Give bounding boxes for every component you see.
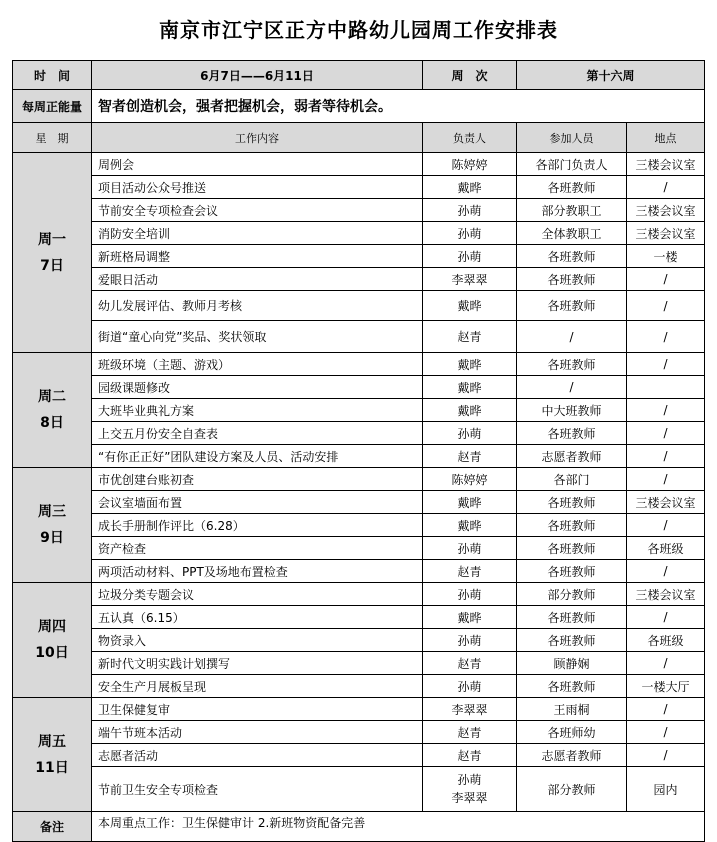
owner: 戴晔 (423, 176, 517, 199)
participants: 部分教师 (517, 767, 627, 812)
location: / (627, 606, 705, 629)
header-row (13, 61, 705, 90)
location: / (627, 176, 705, 199)
day-date: 8日 (40, 415, 64, 431)
participants: 各班教师 (517, 291, 627, 321)
table-row (13, 353, 705, 376)
participants: 各班教师 (517, 422, 627, 445)
work-content: 垃圾分类专题会议 (92, 583, 423, 606)
participants: 各部门负责人 (517, 153, 627, 176)
participants: 志愿者教师 (517, 744, 627, 767)
owner: 赵青 (423, 721, 517, 744)
motto-text: 智者创造机会，强者把握机会，弱者等待机会。 (92, 90, 705, 123)
location: 一楼 (627, 245, 705, 268)
work-content: 项目活动公众号推送 (92, 176, 423, 199)
participants: 各班教师 (517, 176, 627, 199)
participants: 各班教师 (517, 560, 627, 583)
table-row (13, 675, 705, 698)
work-content: 物资录入 (92, 629, 423, 652)
location: / (627, 291, 705, 321)
table-row (13, 376, 705, 399)
participants: / (517, 321, 627, 353)
table-row (13, 560, 705, 583)
owner-name-2: 李翠翠 (451, 791, 488, 805)
location: 三楼会议室 (627, 491, 705, 514)
work-content: 志愿者活动 (92, 744, 423, 767)
location: 一楼大厅 (627, 675, 705, 698)
table-row (13, 698, 705, 721)
notes-label: 备注 (13, 812, 92, 842)
work-content: 新时代文明实践计划撰写 (92, 652, 423, 675)
owner: 孙萌 (423, 537, 517, 560)
work-content: 端午节班本活动 (92, 721, 423, 744)
location: / (627, 353, 705, 376)
location: / (627, 422, 705, 445)
table-row (13, 468, 705, 491)
location (627, 376, 705, 399)
work-content: 班级环境（主题、游戏） (92, 353, 423, 376)
owner: 赵青 (423, 321, 517, 353)
owner: 孙萌 (423, 422, 517, 445)
motto-label: 每周正能量 (13, 90, 92, 123)
location: 三楼会议室 (627, 199, 705, 222)
col-location: 地点 (627, 123, 705, 153)
owner: 赵青 (423, 652, 517, 675)
work-content: 卫生保健复审 (92, 698, 423, 721)
owner: 戴晔 (423, 291, 517, 321)
location: / (627, 721, 705, 744)
location: / (627, 268, 705, 291)
owner: 陈婷婷 (423, 153, 517, 176)
participants: 各部门 (517, 468, 627, 491)
work-content: 新班格局调整 (92, 245, 423, 268)
table-row (13, 606, 705, 629)
day-cell (13, 698, 92, 812)
owner: 赵青 (423, 744, 517, 767)
table-row (13, 537, 705, 560)
table-row (13, 422, 705, 445)
location: / (627, 744, 705, 767)
participants: / (517, 376, 627, 399)
location: 三楼会议室 (627, 583, 705, 606)
work-content: 两项活动材料、PPT及场地布置检查 (92, 560, 423, 583)
work-content: 幼儿发展评估、教师月考核 (92, 291, 423, 321)
owner: 赵青 (423, 560, 517, 583)
day-name: 周二 (38, 389, 66, 405)
table-row (13, 491, 705, 514)
participants: 各班教师 (517, 537, 627, 560)
day-cell (13, 583, 92, 698)
table-row (13, 399, 705, 422)
work-content: 市优创建台账初查 (92, 468, 423, 491)
col-participants: 参加人员 (517, 123, 627, 153)
owner: 赵青 (423, 445, 517, 468)
work-content: 节前卫生安全专项检查 (92, 767, 423, 812)
location: / (627, 514, 705, 537)
table-row (13, 291, 705, 321)
table-row (13, 199, 705, 222)
table-row (13, 176, 705, 199)
work-content: 资产检查 (92, 537, 423, 560)
owner: 孙萌 (423, 583, 517, 606)
day-cell (13, 153, 92, 353)
location: / (627, 468, 705, 491)
table-row (13, 767, 705, 812)
table-row (13, 583, 705, 606)
work-content: 街道“童心向党”奖品、奖状领取 (92, 321, 423, 353)
work-content: 节前安全专项检查会议 (92, 199, 423, 222)
column-header-row (13, 123, 705, 153)
owner: 孙萌 (423, 629, 517, 652)
work-content: 大班毕业典礼方案 (92, 399, 423, 422)
owner: 孙萌 (423, 199, 517, 222)
location: / (627, 321, 705, 353)
owner: 戴晔 (423, 353, 517, 376)
day-name: 周四 (38, 619, 66, 635)
location: 各班级 (627, 537, 705, 560)
owner: 戴晔 (423, 399, 517, 422)
participants: 各班教师 (517, 606, 627, 629)
week-label: 周 次 (423, 61, 517, 90)
day-date: 11日 (35, 759, 69, 776)
day-name: 周三 (38, 504, 66, 520)
day-cell (13, 353, 92, 468)
day-date: 9日 (40, 530, 64, 546)
participants: 各班教师 (517, 353, 627, 376)
day-name: 周五 (38, 733, 66, 750)
owner: 李翠翠 (423, 268, 517, 291)
participants: 各班师幼 (517, 721, 627, 744)
work-content: 成长手册制作评比（6.28） (92, 514, 423, 537)
table-row (13, 514, 705, 537)
participants: 志愿者教师 (517, 445, 627, 468)
work-content: 园级课题修改 (92, 376, 423, 399)
col-content: 工作内容 (92, 123, 423, 153)
table-row (13, 445, 705, 468)
notes-row (13, 812, 705, 842)
location: 园内 (627, 767, 705, 812)
day-cell (13, 468, 92, 583)
owner-name: 孙萌 (457, 773, 482, 787)
participants: 全体教职工 (517, 222, 627, 245)
owner: 孙萌 (423, 245, 517, 268)
table-row (13, 222, 705, 245)
participants: 各班教师 (517, 514, 627, 537)
owner-cell (423, 767, 517, 812)
owner: 戴晔 (423, 514, 517, 537)
owner: 陈婷婷 (423, 468, 517, 491)
work-content: 周例会 (92, 153, 423, 176)
participants: 各班教师 (517, 491, 627, 514)
owner: 孙萌 (423, 222, 517, 245)
work-content: 五认真（6.15） (92, 606, 423, 629)
location: 各班级 (627, 629, 705, 652)
owner: 戴晔 (423, 376, 517, 399)
schedule-table (12, 60, 705, 842)
table-row (13, 652, 705, 675)
location: / (627, 560, 705, 583)
participants: 部分教师 (517, 583, 627, 606)
participants: 各班教师 (517, 629, 627, 652)
table-row (13, 321, 705, 353)
participants: 部分教职工 (517, 199, 627, 222)
day-date: 10日 (35, 645, 69, 661)
participants: 中大班教师 (517, 399, 627, 422)
participants: 王雨桐 (517, 698, 627, 721)
date-range: 6月7日——6月11日 (92, 61, 423, 90)
work-content: 爱眼日活动 (92, 268, 423, 291)
location: / (627, 698, 705, 721)
table-row (13, 629, 705, 652)
participants: 顾静娴 (517, 652, 627, 675)
motto-row (13, 90, 705, 123)
location: / (627, 445, 705, 468)
participants: 各班教师 (517, 268, 627, 291)
col-day: 星 期 (13, 123, 92, 153)
work-content: 安全生产月展板呈现 (92, 675, 423, 698)
work-content: 消防安全培训 (92, 222, 423, 245)
location: 三楼会议室 (627, 222, 705, 245)
table-row (13, 268, 705, 291)
day-date: 7日 (40, 257, 64, 274)
table-row (13, 245, 705, 268)
participants: 各班教师 (517, 675, 627, 698)
work-content: 会议室墙面布置 (92, 491, 423, 514)
week-value: 第十六周 (517, 61, 705, 90)
location: 三楼会议室 (627, 153, 705, 176)
page-title: 南京市江宁区正方中路幼儿园周工作安排表 (159, 18, 558, 42)
owner: 李翠翠 (423, 698, 517, 721)
owner: 戴晔 (423, 606, 517, 629)
table-row (13, 153, 705, 176)
location: / (627, 652, 705, 675)
participants: 各班教师 (517, 245, 627, 268)
col-owner: 负责人 (423, 123, 517, 153)
work-content: “有你正正好”团队建设方案及人员、活动安排 (92, 445, 423, 468)
table-row (13, 744, 705, 767)
owner: 孙萌 (423, 675, 517, 698)
notes-text: 本周重点工作：卫生保健审计 2.新班物资配备完善 (92, 812, 705, 842)
time-label: 时 间 (13, 61, 92, 90)
day-name: 周一 (38, 231, 66, 248)
table-row (13, 721, 705, 744)
location: / (627, 399, 705, 422)
work-content: 上交五月份安全自查表 (92, 422, 423, 445)
owner: 戴晔 (423, 491, 517, 514)
